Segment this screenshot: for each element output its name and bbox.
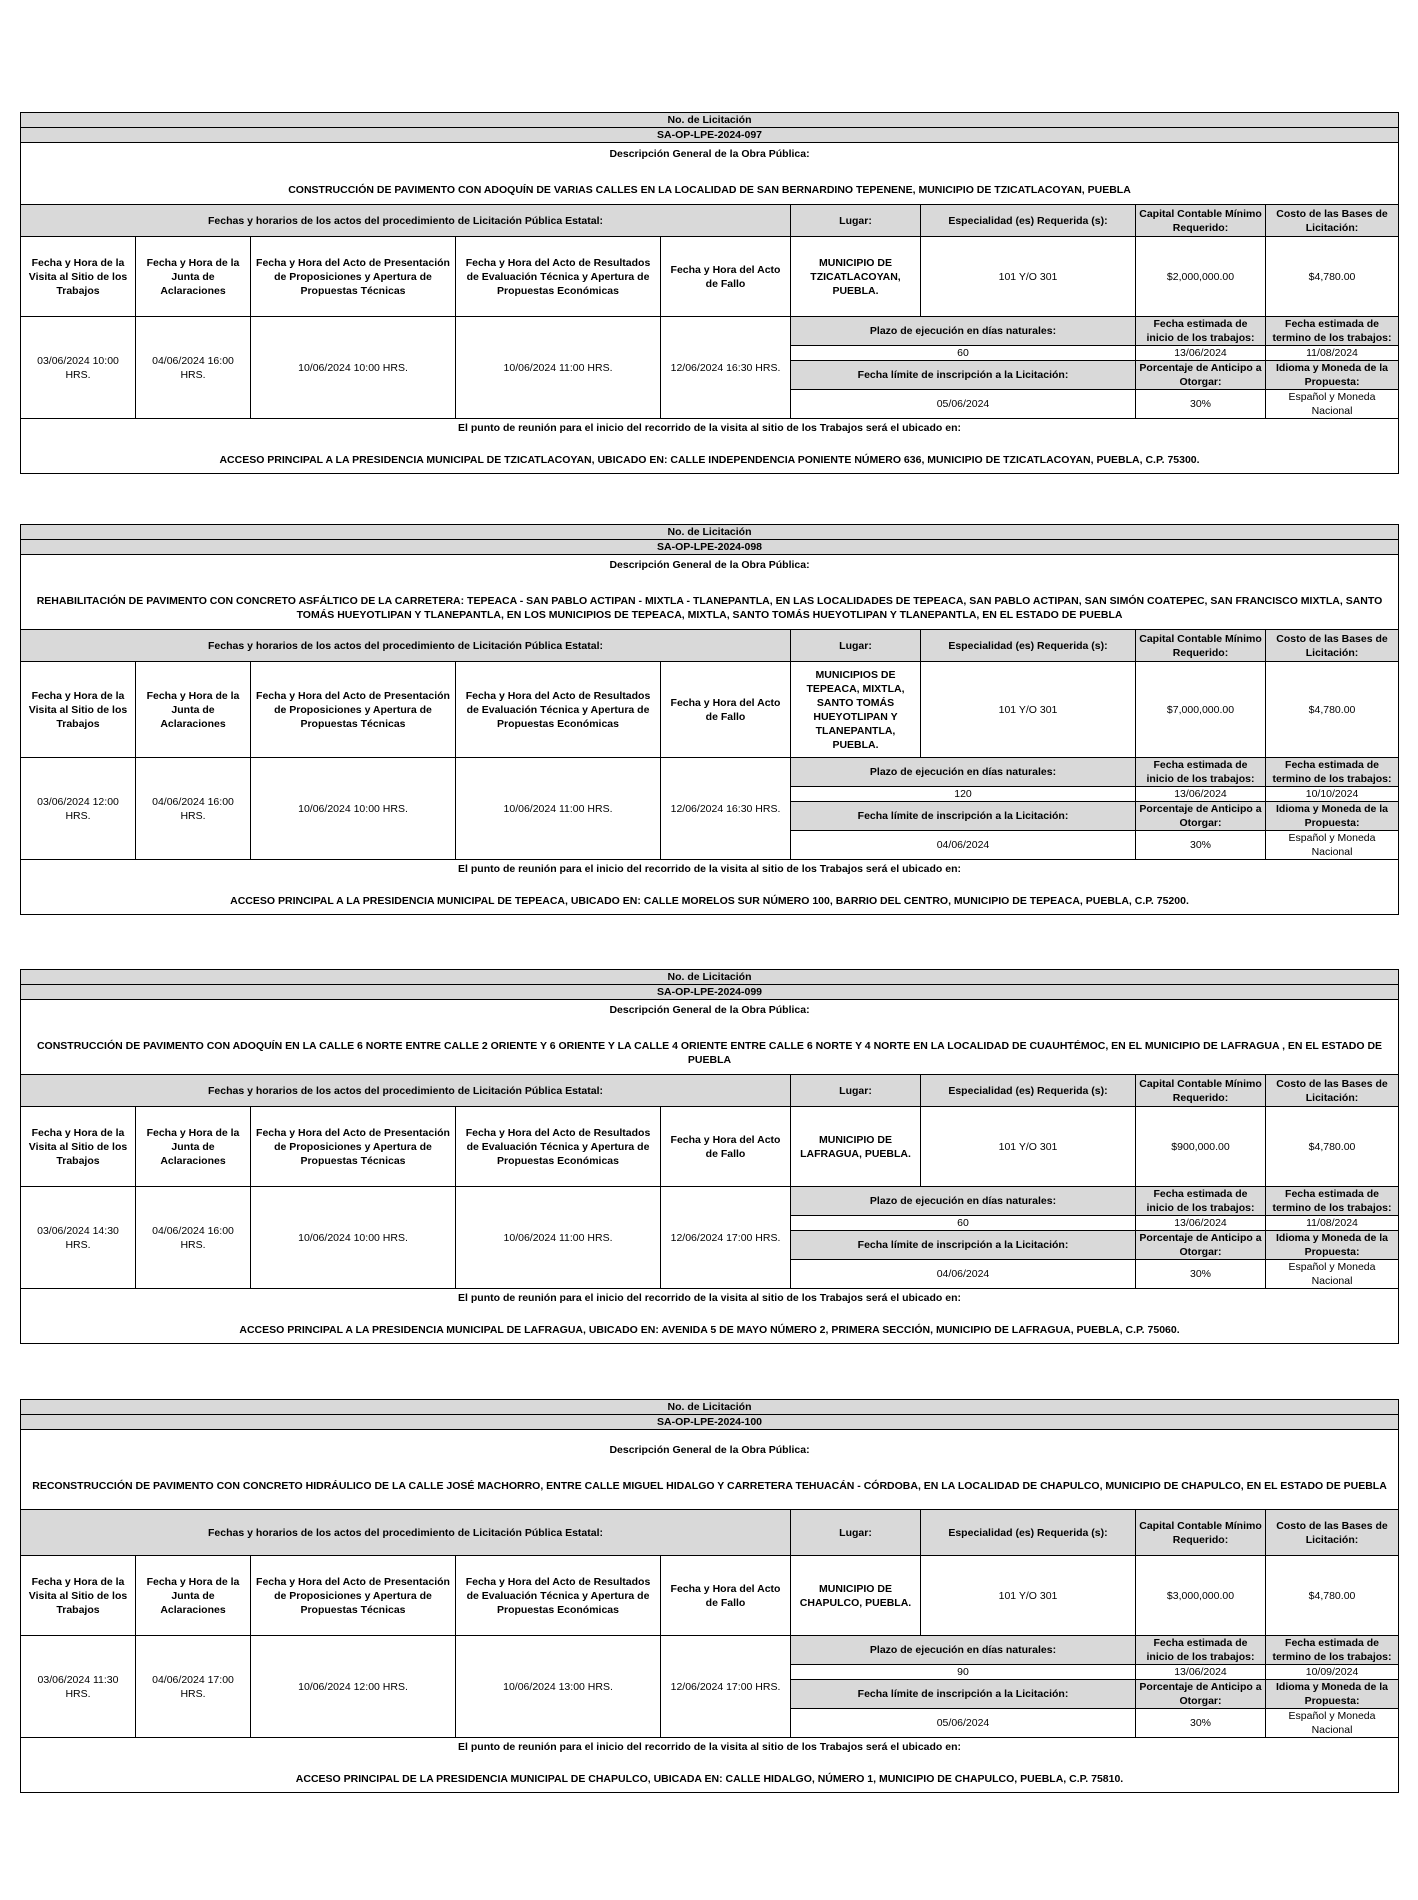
junta-header: Fecha y Hora de la Junta de Aclaraciones	[136, 1107, 251, 1187]
limite-header: Fecha límite de inscripción a la Licitación:	[791, 1231, 1136, 1260]
anticipo-value: 30%	[1136, 1260, 1266, 1289]
lugar-value: MUNICIPIO DE LAFRAGUA, PUEBLA.	[791, 1107, 921, 1187]
descripcion-label: Descripción General de la Obra Pública:	[609, 1443, 810, 1456]
idioma-header: Idioma y Moneda de la Propuesta:	[1266, 1231, 1399, 1260]
especialidad-header: Especialidad (es) Requerida (s):	[921, 1510, 1136, 1556]
descripcion-text: CONSTRUCCIÓN DE PAVIMENTO CON ADOQUÍN EN LA CALLE 6 NORTE ENTRE CALLE 2 ORIENTE Y 6 ORIENTE Y LA CALLE 4 ORIENTE ENTRE CALLE 6 NORTE Y 4 NORTE EN LA LOCALIDAD DE CUAUHTÉMOC, EN EL MUNICIPIO DE LAFRAGUA , EN EL ESTADO DE PUEBLA	[36, 1040, 1383, 1066]
presentacion-value: 10/06/2024 12:00 HRS.	[251, 1636, 456, 1738]
costo-header: Costo de las Bases de Licitación:	[1266, 1510, 1399, 1556]
punto-reunion-cell	[21, 419, 1399, 474]
especialidad-value: 101 Y/O 301	[921, 1107, 1136, 1187]
visita-value: 03/06/2024 14:30 HRS.	[21, 1187, 136, 1289]
inicio-header: Fecha estimada de inicio de los trabajos:	[1136, 1187, 1266, 1216]
no-licitacion-label: No. de Licitación	[21, 113, 1399, 128]
termino-header: Fecha estimada de termino de los trabajos:	[1266, 758, 1399, 787]
descripcion-cell	[21, 143, 1399, 205]
especialidad-header: Especialidad (es) Requerida (s):	[921, 1075, 1136, 1107]
idioma-header: Idioma y Moneda de la Propuesta:	[1266, 361, 1399, 390]
costo-value: $4,780.00	[1266, 237, 1399, 317]
licitacion-number: SA-OP-LPE-2024-098	[21, 540, 1399, 555]
limite-value: 04/06/2024	[791, 1260, 1136, 1289]
licitacion-block-097	[20, 112, 1398, 474]
punto-reunion-label: El punto de reunión para el inicio del recorrido de la visita al sitio de los Trabajos será el ubicado en:	[458, 422, 961, 434]
plazo-value: 60	[791, 346, 1136, 361]
licitacion-table	[20, 969, 1399, 1344]
plazo-value: 120	[791, 787, 1136, 802]
resultados-header: Fecha y Hora del Acto de Resultados de Evaluación Técnica y Apertura de Propuestas Económicas	[456, 1107, 661, 1187]
anticipo-value: 30%	[1136, 831, 1266, 860]
presentacion-header: Fecha y Hora del Acto de Presentación de Proposiciones y Apertura de Propuestas Técnicas	[251, 1556, 456, 1636]
visita-header: Fecha y Hora de la Visita al Sitio de los Trabajos	[21, 1107, 136, 1187]
termino-value: 11/08/2024	[1266, 346, 1399, 361]
idioma-value: Español y Moneda Nacional	[1266, 831, 1399, 860]
lugar-header: Lugar:	[791, 1075, 921, 1107]
termino-header: Fecha estimada de termino de los trabajos:	[1266, 317, 1399, 346]
resultados-header: Fecha y Hora del Acto de Resultados de Evaluación Técnica y Apertura de Propuestas Económicas	[456, 237, 661, 317]
fechas-horarios-header: Fechas y horarios de los actos del procedimiento de Licitación Pública Estatal:	[21, 1075, 791, 1107]
capital-header: Capital Contable Mínimo Requerido:	[1136, 205, 1266, 237]
capital-value: $3,000,000.00	[1136, 1556, 1266, 1636]
plazo-value: 60	[791, 1216, 1136, 1231]
costo-value: $4,780.00	[1266, 662, 1399, 758]
resultados-value: 10/06/2024 13:00 HRS.	[456, 1636, 661, 1738]
inicio-value: 13/06/2024	[1136, 346, 1266, 361]
punto-reunion-text: ACCESO PRINCIPAL DE LA PRESIDENCIA MUNICIPAL DE CHAPULCO, UBICADA EN: CALLE HIDALGO, NÚMERO 1, MUNICIPIO DE CHAPULCO, PUEBLA, C.P. 75810.	[295, 1773, 1124, 1785]
punto-reunion-text: ACCESO PRINCIPAL A LA PRESIDENCIA MUNICIPAL DE TZICATLACOYAN, UBICADO EN: CALLE INDEPENDENCIA PONIENTE NÚMERO 636, MUNICIPIO DE TZICATLACOYAN, PUEBLA, C.P. 75300.	[219, 454, 1200, 466]
fallo-value: 12/06/2024 17:00 HRS.	[661, 1636, 791, 1738]
capital-value: $900,000.00	[1136, 1107, 1266, 1187]
lugar-value: MUNICIPIO DE CHAPULCO, PUEBLA.	[791, 1556, 921, 1636]
plazo-header: Plazo de ejecución en días naturales:	[791, 317, 1136, 346]
capital-value: $2,000,000.00	[1136, 237, 1266, 317]
inicio-value: 13/06/2024	[1136, 1216, 1266, 1231]
idioma-value: Español y Moneda Nacional	[1266, 1260, 1399, 1289]
junta-value: 04/06/2024 16:00 HRS.	[136, 1187, 251, 1289]
fallo-header: Fecha y Hora del Acto de Fallo	[661, 1556, 791, 1636]
especialidad-value: 101 Y/O 301	[921, 237, 1136, 317]
limite-value: 04/06/2024	[791, 831, 1136, 860]
limite-header: Fecha límite de inscripción a la Licitación:	[791, 1680, 1136, 1709]
lugar-header: Lugar:	[791, 630, 921, 662]
termino-header: Fecha estimada de termino de los trabajos:	[1266, 1636, 1399, 1665]
limite-header: Fecha límite de inscripción a la Licitación:	[791, 802, 1136, 831]
junta-value: 04/06/2024 17:00 HRS.	[136, 1636, 251, 1738]
descripcion-text: REHABILITACIÓN DE PAVIMENTO CON CONCRETO ASFÁLTICO DE LA CARRETERA: TEPEACA - SAN PABLO ACTIPAN - MIXTLA - TLANEPANTLA, EN LAS LOCALIDADES DE TEPEACA, SAN PABLO ACTIPAN, SAN SIMÓN COATEPEC, SAN FRANCISCO MIXTLA, SANTO TOMÁS HUEYOTLIPAN Y TLANEPANTLA, EN LOS MUNICIPIOS DE TEPEACA, MIXTLA, SANTO TOMÁS HUEYOTLIPAN Y TLANEPANTLA, EN EL ESTADO DE PUEBLA	[36, 595, 1383, 621]
presentacion-header: Fecha y Hora del Acto de Presentación de Proposiciones y Apertura de Propuestas Técnicas	[251, 237, 456, 317]
punto-reunion-label: El punto de reunión para el inicio del recorrido de la visita al sitio de los Trabajos será el ubicado en:	[458, 1741, 961, 1753]
especialidad-value: 101 Y/O 301	[921, 1556, 1136, 1636]
costo-value: $4,780.00	[1266, 1556, 1399, 1636]
descripcion-cell	[21, 1430, 1399, 1510]
junta-header: Fecha y Hora de la Junta de Aclaraciones	[136, 1556, 251, 1636]
visita-value: 03/06/2024 11:30 HRS.	[21, 1636, 136, 1738]
inicio-value: 13/06/2024	[1136, 787, 1266, 802]
punto-reunion-text: ACCESO PRINCIPAL A LA PRESIDENCIA MUNICIPAL DE TEPEACA, UBICADO EN: CALLE MORELOS SUR NÚMERO 100, BARRIO DEL CENTRO, MUNICIPIO DE TEPEACA, PUEBLA, C.P. 75200.	[230, 895, 1189, 907]
capital-header: Capital Contable Mínimo Requerido:	[1136, 630, 1266, 662]
licitacion-number: SA-OP-LPE-2024-099	[21, 985, 1399, 1000]
descripcion-cell	[21, 1000, 1399, 1075]
costo-header: Costo de las Bases de Licitación:	[1266, 1075, 1399, 1107]
visita-value: 03/06/2024 10:00 HRS.	[21, 317, 136, 419]
fechas-horarios-header: Fechas y horarios de los actos del procedimiento de Licitación Pública Estatal:	[21, 1510, 791, 1556]
fallo-header: Fecha y Hora del Acto de Fallo	[661, 662, 791, 758]
idioma-header: Idioma y Moneda de la Propuesta:	[1266, 1680, 1399, 1709]
idioma-header: Idioma y Moneda de la Propuesta:	[1266, 802, 1399, 831]
descripcion-label: Descripción General de la Obra Pública:	[609, 147, 810, 160]
resultados-header: Fecha y Hora del Acto de Resultados de Evaluación Técnica y Apertura de Propuestas Económicas	[456, 662, 661, 758]
junta-value: 04/06/2024 16:00 HRS.	[136, 317, 251, 419]
junta-header: Fecha y Hora de la Junta de Aclaraciones	[136, 237, 251, 317]
fallo-header: Fecha y Hora del Acto de Fallo	[661, 237, 791, 317]
costo-header: Costo de las Bases de Licitación:	[1266, 205, 1399, 237]
punto-reunion-cell	[21, 1738, 1399, 1793]
anticipo-header: Porcentaje de Anticipo a Otorgar:	[1136, 1680, 1266, 1709]
junta-value: 04/06/2024 16:00 HRS.	[136, 758, 251, 860]
inicio-value: 13/06/2024	[1136, 1665, 1266, 1680]
descripcion-label: Descripción General de la Obra Pública:	[609, 559, 810, 571]
presentacion-value: 10/06/2024 10:00 HRS.	[251, 758, 456, 860]
termino-header: Fecha estimada de termino de los trabajos:	[1266, 1187, 1399, 1216]
resultados-value: 10/06/2024 11:00 HRS.	[456, 1187, 661, 1289]
no-licitacion-label: No. de Licitación	[21, 1400, 1399, 1415]
licitacion-block-098	[20, 524, 1398, 915]
no-licitacion-label: No. de Licitación	[21, 970, 1399, 985]
costo-value: $4,780.00	[1266, 1107, 1399, 1187]
presentacion-value: 10/06/2024 10:00 HRS.	[251, 1187, 456, 1289]
especialidad-header: Especialidad (es) Requerida (s):	[921, 630, 1136, 662]
punto-reunion-cell	[21, 1289, 1399, 1344]
descripcion-text: RECONSTRUCCIÓN DE PAVIMENTO CON CONCRETO HIDRÁULICO DE LA CALLE JOSÉ MACHORRO, ENTRE CALLE MIGUEL HIDALGO Y CARRETERA TEHUACÁN - CÓRDOBA, EN LA LOCALIDAD DE CHAPULCO, MUNICIPIO DE CHAPULCO, EN EL ESTADO DE PUEBLA	[32, 1479, 1387, 1492]
licitacion-table	[20, 524, 1399, 915]
limite-header: Fecha límite de inscripción a la Licitación:	[791, 361, 1136, 390]
capital-header: Capital Contable Mínimo Requerido:	[1136, 1510, 1266, 1556]
anticipo-header: Porcentaje de Anticipo a Otorgar:	[1136, 1231, 1266, 1260]
resultados-value: 10/06/2024 11:00 HRS.	[456, 317, 661, 419]
fechas-horarios-header: Fechas y horarios de los actos del procedimiento de Licitación Pública Estatal:	[21, 630, 791, 662]
lugar-header: Lugar:	[791, 1510, 921, 1556]
no-licitacion-label: No. de Licitación	[21, 525, 1399, 540]
visita-header: Fecha y Hora de la Visita al Sitio de los Trabajos	[21, 237, 136, 317]
licitacion-table	[20, 1399, 1399, 1793]
visita-value: 03/06/2024 12:00 HRS.	[21, 758, 136, 860]
lugar-value: MUNICIPIO DE TZICATLACOYAN, PUEBLA.	[791, 237, 921, 317]
descripcion-cell	[21, 555, 1399, 630]
descripcion-text: CONSTRUCCIÓN DE PAVIMENTO CON ADOQUÍN DE VARIAS CALLES EN LA LOCALIDAD DE SAN BERNARDINO TEPENENE, MUNICIPIO DE TZICATLACOYAN, PUEBLA	[288, 183, 1131, 196]
presentacion-header: Fecha y Hora del Acto de Presentación de Proposiciones y Apertura de Propuestas Técnicas	[251, 662, 456, 758]
punto-reunion-label: El punto de reunión para el inicio del recorrido de la visita al sitio de los Trabajos será el ubicado en:	[458, 1292, 961, 1304]
licitacion-block-099	[20, 969, 1398, 1344]
fallo-value: 12/06/2024 17:00 HRS.	[661, 1187, 791, 1289]
capital-value: $7,000,000.00	[1136, 662, 1266, 758]
punto-reunion-text: ACCESO PRINCIPAL A LA PRESIDENCIA MUNICIPAL DE LAFRAGUA, UBICADO EN: AVENIDA 5 DE MAYO NÚMERO 2, PRIMERA SECCIÓN, MUNICIPIO DE LAFRAGUA, PUEBLA, C.P. 75060.	[239, 1324, 1180, 1336]
resultados-header: Fecha y Hora del Acto de Resultados de Evaluación Técnica y Apertura de Propuestas Económicas	[456, 1556, 661, 1636]
idioma-value: Español y Moneda Nacional	[1266, 1709, 1399, 1738]
idioma-value: Español y Moneda Nacional	[1266, 390, 1399, 419]
especialidad-header: Especialidad (es) Requerida (s):	[921, 205, 1136, 237]
licitacion-number: SA-OP-LPE-2024-097	[21, 128, 1399, 143]
licitacion-table	[20, 112, 1399, 474]
junta-header: Fecha y Hora de la Junta de Aclaraciones	[136, 662, 251, 758]
presentacion-value: 10/06/2024 10:00 HRS.	[251, 317, 456, 419]
plazo-header: Plazo de ejecución en días naturales:	[791, 1636, 1136, 1665]
anticipo-header: Porcentaje de Anticipo a Otorgar:	[1136, 361, 1266, 390]
resultados-value: 10/06/2024 11:00 HRS.	[456, 758, 661, 860]
inicio-header: Fecha estimada de inicio de los trabajos:	[1136, 758, 1266, 787]
especialidad-value: 101 Y/O 301	[921, 662, 1136, 758]
anticipo-header: Porcentaje de Anticipo a Otorgar:	[1136, 802, 1266, 831]
inicio-header: Fecha estimada de inicio de los trabajos:	[1136, 1636, 1266, 1665]
termino-value: 11/08/2024	[1266, 1216, 1399, 1231]
punto-reunion-label: El punto de reunión para el inicio del recorrido de la visita al sitio de los Trabajos será el ubicado en:	[458, 863, 961, 875]
plazo-header: Plazo de ejecución en días naturales:	[791, 758, 1136, 787]
punto-reunion-cell	[21, 860, 1399, 915]
plazo-value: 90	[791, 1665, 1136, 1680]
anticipo-value: 30%	[1136, 390, 1266, 419]
anticipo-value: 30%	[1136, 1709, 1266, 1738]
fallo-header: Fecha y Hora del Acto de Fallo	[661, 1107, 791, 1187]
fallo-value: 12/06/2024 16:30 HRS.	[661, 758, 791, 860]
lugar-header: Lugar:	[791, 205, 921, 237]
lugar-value: MUNICIPIOS DE TEPEACA, MIXTLA, SANTO TOMÁS HUEYOTLIPAN Y TLANEPANTLA, PUEBLA.	[791, 662, 921, 758]
licitacion-number: SA-OP-LPE-2024-100	[21, 1415, 1399, 1430]
presentacion-header: Fecha y Hora del Acto de Presentación de Proposiciones y Apertura de Propuestas Técnicas	[251, 1107, 456, 1187]
fechas-horarios-header: Fechas y horarios de los actos del procedimiento de Licitación Pública Estatal:	[21, 205, 791, 237]
costo-header: Costo de las Bases de Licitación:	[1266, 630, 1399, 662]
capital-header: Capital Contable Mínimo Requerido:	[1136, 1075, 1266, 1107]
limite-value: 05/06/2024	[791, 390, 1136, 419]
termino-value: 10/09/2024	[1266, 1665, 1399, 1680]
limite-value: 05/06/2024	[791, 1709, 1136, 1738]
inicio-header: Fecha estimada de inicio de los trabajos:	[1136, 317, 1266, 346]
licitacion-block-100	[20, 1399, 1398, 1793]
visita-header: Fecha y Hora de la Visita al Sitio de los Trabajos	[21, 1556, 136, 1636]
plazo-header: Plazo de ejecución en días naturales:	[791, 1187, 1136, 1216]
visita-header: Fecha y Hora de la Visita al Sitio de los Trabajos	[21, 662, 136, 758]
fallo-value: 12/06/2024 16:30 HRS.	[661, 317, 791, 419]
descripcion-label: Descripción General de la Obra Pública:	[609, 1004, 810, 1016]
termino-value: 10/10/2024	[1266, 787, 1399, 802]
